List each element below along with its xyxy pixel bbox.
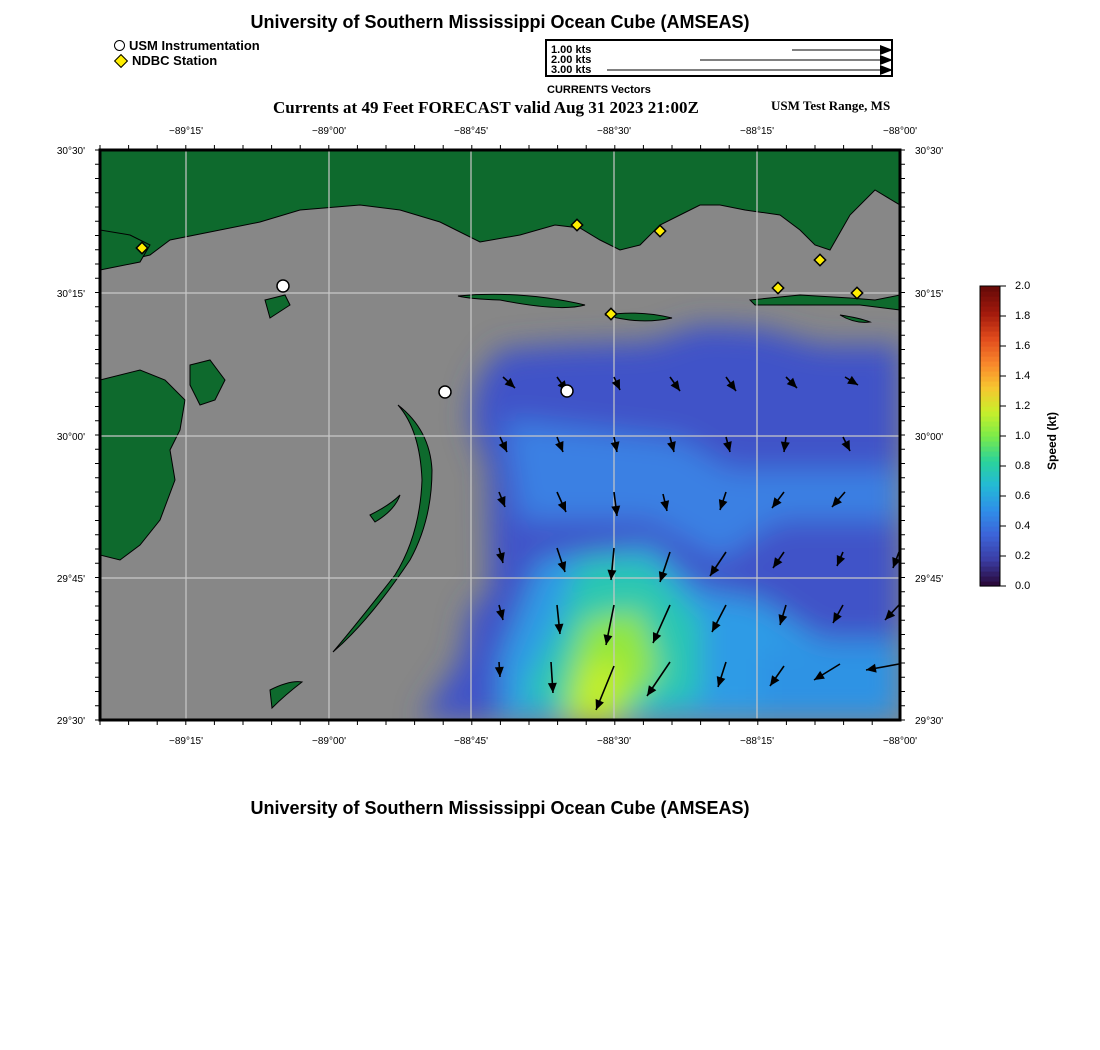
colorbar-tick-label: 1.6 — [1015, 340, 1031, 352]
colorbar-cell — [980, 371, 1000, 377]
lon-tick-bottom: −88°30' — [597, 736, 631, 747]
speed-colorbar — [980, 286, 1006, 587]
region-label: USM Test Range, MS — [771, 98, 891, 113]
forecast-subtitle: Currents at 49 Feet FORECAST valid Aug 31 2023 21:00Z — [273, 98, 699, 117]
colorbar-cell — [980, 361, 1000, 367]
colorbar-cell — [980, 521, 1000, 527]
colorbar-cell — [980, 376, 1000, 382]
lon-tick-bottom: −88°00' — [883, 736, 917, 747]
vector-key-caption: CURRENTS Vectors — [547, 84, 651, 96]
lon-tick-top: −88°00' — [883, 126, 917, 137]
colorbar-cell — [980, 286, 1000, 292]
lat-tick-left: 30°15' — [56, 289, 85, 300]
colorbar-cell — [980, 541, 1000, 547]
lon-tick-bottom: −88°45' — [454, 736, 488, 747]
vector-key-label-2: 2.00 kts — [551, 54, 592, 66]
colorbar-cell — [980, 451, 1000, 457]
colorbar-cell — [980, 441, 1000, 447]
colorbar-cell — [980, 486, 1000, 492]
colorbar-tick-label: 0.0 — [1015, 580, 1031, 592]
colorbar-tick-label: 1.0 — [1015, 430, 1031, 442]
lon-tick-top: −89°00' — [312, 126, 346, 137]
colorbar-cell — [980, 506, 1000, 512]
colorbar-cell — [980, 561, 1000, 567]
colorbar-cell — [980, 316, 1000, 322]
colorbar-cell — [980, 411, 1000, 417]
colorbar-cell — [980, 546, 1000, 552]
usm-station-marker[interactable] — [561, 385, 573, 397]
colorbar-cell — [980, 556, 1000, 562]
colorbar-cell — [980, 291, 1000, 297]
speed-field — [420, 325, 900, 720]
colorbar-cell — [980, 501, 1000, 507]
colorbar-tick-label: 0.4 — [1015, 520, 1031, 532]
legend-usm-label: USM Instrumentation — [129, 38, 260, 53]
colorbar-cell — [980, 331, 1000, 337]
vector-key-label-3: 3.00 kts — [551, 64, 592, 76]
colorbar-cell — [980, 386, 1000, 392]
colorbar-cell — [980, 351, 1000, 357]
colorbar-cell — [980, 381, 1000, 387]
colorbar-tick-label: 1.8 — [1015, 310, 1031, 322]
colorbar-cell — [980, 476, 1000, 482]
colorbar-cell — [980, 421, 1000, 427]
colorbar-cell — [980, 461, 1000, 467]
colorbar-cell — [980, 536, 1000, 542]
colorbar-cell — [980, 306, 1000, 312]
colorbar-cell — [980, 491, 1000, 497]
colorbar-cell — [980, 341, 1000, 347]
lon-tick-top: −88°15' — [740, 126, 774, 137]
colorbar-tick-label: 0.2 — [1015, 550, 1031, 562]
colorbar-cell — [980, 296, 1000, 302]
colorbar-cell — [980, 436, 1000, 442]
footer-title: University of Southern Mississippi Ocean Cube (AMSEAS) — [250, 798, 750, 818]
colorbar-cell — [980, 446, 1000, 452]
lat-tick-left: 29°45' — [56, 574, 85, 585]
colorbar-tick-label: 2.0 — [1015, 280, 1031, 292]
lon-tick-top: −88°30' — [597, 126, 631, 137]
lon-tick-bottom: −89°00' — [312, 736, 346, 747]
colorbar-cell — [980, 511, 1000, 517]
lon-tick-top: −89°15' — [169, 126, 203, 137]
colorbar-cell — [980, 311, 1000, 317]
vector-key-label-1: 1.00 kts — [551, 44, 592, 56]
lat-tick-left: 30°30' — [56, 146, 85, 157]
lat-tick-right: 29°45' — [915, 574, 944, 585]
colorbar-cell — [980, 431, 1000, 437]
colorbar-tick-label: 0.8 — [1015, 460, 1031, 472]
colorbar-cell — [980, 576, 1000, 582]
lat-tick-right: 30°00' — [915, 432, 944, 443]
colorbar-cell — [980, 366, 1000, 372]
colorbar-cell — [980, 516, 1000, 522]
colorbar-cell — [980, 551, 1000, 557]
colorbar-cell — [980, 481, 1000, 487]
usm-station-marker[interactable] — [439, 386, 451, 398]
lon-tick-bottom: −88°15' — [740, 736, 774, 747]
lat-tick-right: 30°30' — [915, 146, 944, 157]
colorbar-cell — [980, 391, 1000, 397]
colorbar-tick-label: 0.6 — [1015, 490, 1031, 502]
colorbar-tick-label: 1.2 — [1015, 400, 1031, 412]
colorbar-cell — [980, 401, 1000, 407]
lat-tick-right: 29°30' — [915, 716, 944, 727]
colorbar-cell — [980, 406, 1000, 412]
lat-tick-right: 30°15' — [915, 289, 944, 300]
colorbar-cell — [980, 336, 1000, 342]
colorbar-cell — [980, 396, 1000, 402]
colorbar-cell — [980, 326, 1000, 332]
colorbar-cell — [980, 321, 1000, 327]
page-title: University of Southern Mississippi Ocean Cube (AMSEAS) — [250, 12, 750, 32]
colorbar-cell — [980, 496, 1000, 502]
colorbar-cell — [980, 356, 1000, 362]
colorbar-cell — [980, 426, 1000, 432]
colorbar-cell — [980, 571, 1000, 577]
colorbar-cell — [980, 301, 1000, 307]
lon-tick-bottom: −89°15' — [169, 736, 203, 747]
legend-ndbc-label: NDBC Station — [132, 53, 218, 68]
colorbar-title: Speed (kt) — [1045, 411, 1059, 470]
colorbar-cell — [980, 531, 1000, 537]
lon-tick-top: −88°45' — [454, 126, 488, 137]
lat-tick-left: 30°00' — [56, 432, 85, 443]
colorbar-cell — [980, 566, 1000, 572]
colorbar-cell — [980, 466, 1000, 472]
usm-station-marker[interactable] — [277, 280, 289, 292]
colorbar-cell — [980, 416, 1000, 422]
lat-tick-left: 29°30' — [56, 716, 85, 727]
colorbar-tick-label: 1.4 — [1015, 370, 1031, 382]
colorbar-cell — [980, 346, 1000, 352]
colorbar-cell — [980, 456, 1000, 462]
colorbar-cell — [980, 526, 1000, 532]
colorbar-cell — [980, 471, 1000, 477]
